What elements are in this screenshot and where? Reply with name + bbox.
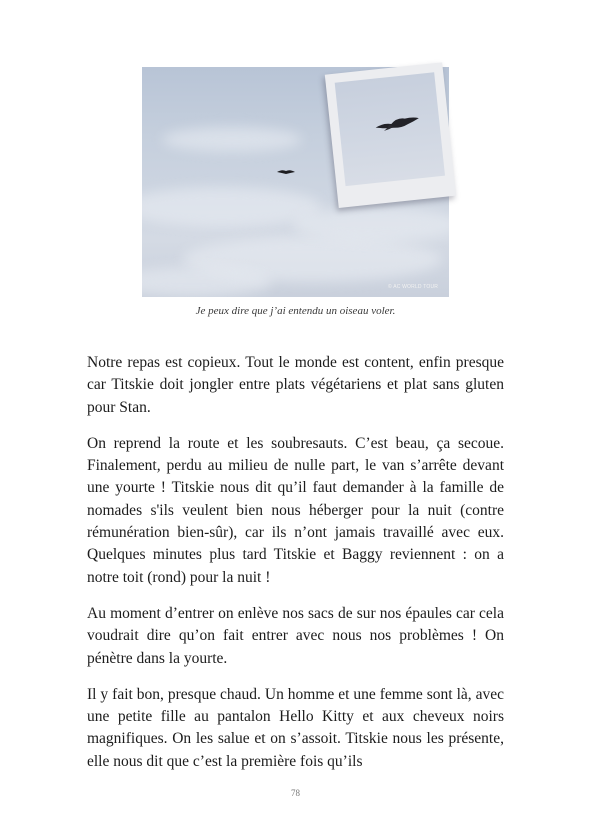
paragraph: Notre repas est copieux. Tout le monde est content, enfin presque car Titskie doit jongler entre plats végétariens et plat sans gluten pour Stan.	[87, 354, 504, 416]
photo-watermark: © AC WORLD TOUR	[388, 284, 439, 290]
page-number: 78	[291, 788, 300, 798]
paragraph: Au moment d’entrer on enlève nos sacs de sur nos épaules car cela voudrait dire qu’on fait entrer avec nous nos problèmes ! On pénètre dans la yourte.	[87, 604, 504, 667]
inset-polaroid	[325, 62, 456, 208]
cloud-shape	[142, 267, 272, 297]
cloud-shape	[292, 207, 449, 242]
paragraph: On reprend la route et les soubresauts. C’est beau, ça secoue. Finalement, perdu au milieu de nulle part, le van s’arrête devant une yourte ! Titskie nous dit qu’il faut demander à la famille de nomades s'ils veulent bien nous héberger pour la nuit (contre rémunération bien-sûr), car ils n’ont jamais travaillé avec eux. Quelques minutes plus tard Titskie et Baggy reviennent : on a notre toit (rond) pour la nuit !	[87, 434, 504, 586]
cloud-shape	[162, 127, 302, 152]
photo-caption: Je peux dire que j’ai entendu un oiseau voler.	[195, 305, 396, 317]
bird-icon	[375, 114, 420, 135]
body-text	[87, 352, 504, 787]
paragraph: Il y fait bon, presque chaud. Un homme et une femme sont là, avec une petite fille au pantalon Hello Kitty et aux cheveux noirs magnifiques. On les salue et on s’assoit. Titskie nous les présente, elle nous dit que c’est la première fois qu’ils	[87, 685, 504, 770]
bird-icon	[277, 168, 295, 176]
inset-photo	[335, 72, 445, 186]
